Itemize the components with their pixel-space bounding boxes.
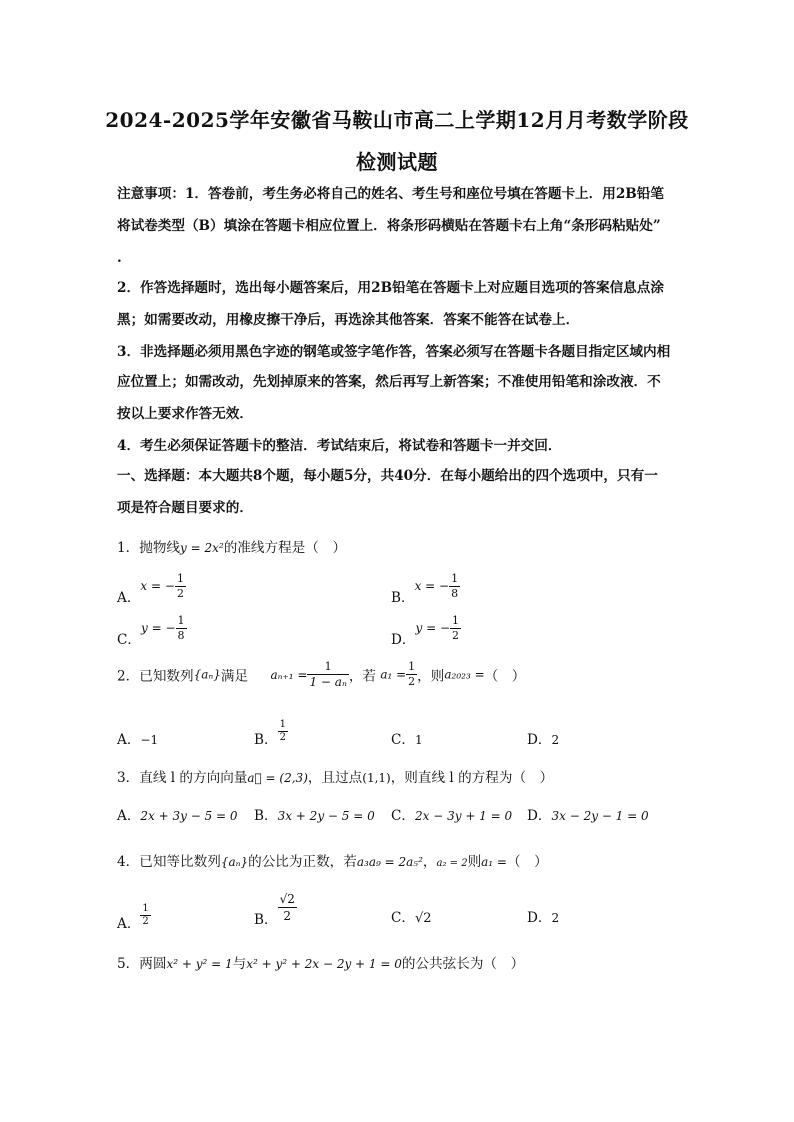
q2-option-b-num: 1 <box>279 718 286 730</box>
q1-option-c-num: 1 <box>177 613 185 627</box>
q1-option-a-lhs: x = − <box>140 579 175 593</box>
q4-option-b-fraction <box>278 891 297 924</box>
q2-option-c[interactable] <box>391 728 423 748</box>
question-2 <box>117 660 525 689</box>
q3-option-c-label: C． <box>391 808 415 824</box>
q4-option-b-label: B． <box>254 912 278 928</box>
q3-mid: ，且过点 <box>307 770 363 786</box>
q4-mid1: 的公比为正数，若 <box>248 854 357 870</box>
q2-initial-den: 2 <box>408 675 416 688</box>
q2-mid2: ，若 <box>348 668 376 685</box>
q4-suffix: （ ） <box>507 854 548 870</box>
q1-option-d-lhs: y = − <box>415 621 451 635</box>
q1-option-b-fraction <box>449 572 460 601</box>
exam-title-line2: 检测试题 <box>356 150 438 174</box>
q4-target: a₁ = <box>481 855 507 869</box>
notes-line-5: 黑；如需要改动，用橡皮擦干净后，再选涂其他答案．答案不能答在试卷上． <box>117 312 580 328</box>
q4-prefix: 4．已知等比数列 <box>117 854 221 870</box>
q2-option-a-label: A． <box>117 732 141 748</box>
q4-separator: ， <box>422 854 437 870</box>
q3-suffix: ，则直线 l 的方程为（ ） <box>390 770 554 786</box>
q2-recurrence-lhs: aₙ₊₁ = <box>270 667 308 682</box>
q4-condition-2: a₂ = 2 <box>436 858 468 869</box>
q2-option-b[interactable] <box>254 714 288 748</box>
q4-option-d[interactable] <box>527 906 559 926</box>
q4-option-c-label: C． <box>391 910 415 926</box>
q1-option-a-den: 2 <box>176 586 184 600</box>
q3-option-b[interactable] <box>254 804 375 824</box>
q4-option-a[interactable] <box>117 898 151 932</box>
q2-option-a-value: −1 <box>140 733 159 747</box>
q1-option-c-den: 8 <box>177 628 185 642</box>
q3-option-a-value: 2x + 3y − 5 = 0 <box>140 809 238 823</box>
q1-option-d[interactable] <box>391 608 461 648</box>
q2-initial-num: 1 <box>408 660 416 673</box>
q1-option-d-den: 2 <box>452 628 460 642</box>
notes-line-3: . <box>117 250 122 266</box>
q3-option-d-value: 3x − 2y − 1 = 0 <box>551 809 649 823</box>
q3-option-a-label: A． <box>117 808 141 824</box>
q4-option-c-value: √2 <box>415 911 432 926</box>
q4-option-c[interactable] <box>391 906 432 926</box>
q2-suffix: （ ） <box>484 668 526 685</box>
q2-initial-fraction <box>406 660 417 689</box>
q3-point: (1,1) <box>362 771 391 785</box>
q4-condition-1: a₃a₉ = 2a₅² <box>356 855 423 869</box>
q1-option-a-label: A． <box>117 590 141 606</box>
q3-direction-vector: a⃗ = (2,3) <box>247 771 308 785</box>
q1-option-c-lhs: y = − <box>141 621 176 635</box>
q2-mid1: 满足 <box>220 668 249 685</box>
q4-option-b-den: 2 <box>283 908 292 923</box>
q2-mid3: ，则 <box>417 668 445 685</box>
q1-suffix: 的准线方程是（ ） <box>223 540 347 556</box>
q4-option-d-label: D． <box>527 910 552 926</box>
q3-option-d[interactable] <box>527 804 649 824</box>
q2-option-a[interactable] <box>117 728 158 748</box>
notes-line-6: 3．非选择题必须用黑色字迹的钢笔或签字笔作答，答案必须写在答题卡各题目指定区域内相 <box>117 344 671 360</box>
q5-circle-2: x² + y² + 2x − 2y + 1 = 0 <box>246 957 402 971</box>
section-heading-line-1: 一、选择题：本大题共8个题，每小题5分，共40分．在每小题给出的四个选项中，只有一 <box>117 468 658 484</box>
q5-mid: 与 <box>232 956 247 972</box>
q2-option-b-label: B． <box>254 732 278 748</box>
q4-option-a-den: 2 <box>142 915 149 927</box>
q1-prefix: 1．抛物线 <box>117 540 181 556</box>
q1-option-c-fraction <box>176 614 187 643</box>
notes-line-9: 4．考生必须保证答题卡的整洁．考试结束后，将试卷和答题卡一并交回． <box>117 438 562 454</box>
q1-option-a-num: 1 <box>176 571 184 585</box>
notes-line-2: 将试卷类型（B）填涂在答题卡相应位置上．将条形码横贴在答题卡右上角“条形码粘贴处” <box>117 218 661 234</box>
question-4 <box>117 850 548 870</box>
q3-option-b-label: B． <box>254 808 278 824</box>
q2-option-d[interactable] <box>527 728 559 748</box>
q2-option-c-label: C． <box>391 732 415 748</box>
q1-option-b-num: 1 <box>451 571 459 585</box>
notes-line-7: 应位置上；如需改动，先划掉原来的答案，然后再写上新答案；不准使用铅笔和涂改液．不 <box>117 374 661 390</box>
q2-recurrence-den: 1 − aₙ <box>309 675 347 689</box>
question-1 <box>117 536 346 556</box>
q2-target: a₂₀₂₃ = <box>444 667 485 682</box>
q2-option-b-den: 2 <box>279 731 286 743</box>
q4-mid2: 则 <box>467 854 482 870</box>
notes-line-4: 2．作答选择题时，选出每小题答案后，用2B铅笔在答题卡上对应题目选项的答案信息点涂 <box>117 280 664 296</box>
q1-option-c[interactable] <box>117 608 187 648</box>
q4-option-a-label: A． <box>117 916 141 932</box>
q5-circle-1: x² + y² = 1 <box>166 957 233 971</box>
notes-line-1: 注意事项：1．答卷前，考生务必将自己的姓名、考生号和座位号填在答题卡上．用2B铅笔 <box>117 186 664 202</box>
q1-option-a[interactable] <box>117 566 186 606</box>
q4-option-b[interactable] <box>254 886 297 928</box>
q2-recurrence-fraction <box>307 660 348 689</box>
q2-option-d-label: D． <box>527 732 552 748</box>
q3-option-b-value: 3x + 2y − 5 = 0 <box>277 809 375 823</box>
q1-option-b-lhs: x = − <box>414 579 450 593</box>
q2-option-c-value: 1 <box>415 733 423 747</box>
q1-option-d-label: D． <box>391 632 416 648</box>
q4-option-a-fraction <box>140 903 150 928</box>
q4-option-d-value: 2 <box>551 911 560 925</box>
q1-option-c-label: C． <box>117 632 141 648</box>
q1-option-b-label: B． <box>391 590 415 606</box>
q2-recurrence-num: 1 <box>307 660 348 675</box>
q1-option-d-fraction <box>450 614 461 643</box>
q3-option-c[interactable] <box>391 804 512 824</box>
exam-title-line1: 2024-2025学年安徽省马鞍山市高二上学期12月月考数学阶段 <box>105 108 689 132</box>
q2-option-d-value: 2 <box>551 733 560 747</box>
q1-option-a-fraction <box>175 572 186 601</box>
q4-sequence: {aₙ} <box>220 855 249 869</box>
q1-option-b[interactable] <box>391 566 460 606</box>
notes-line-8: 按以上要求作答无效． <box>117 406 253 422</box>
q3-option-d-label: D． <box>527 808 552 824</box>
q3-prefix: 3．直线 l 的方向向量 <box>117 770 248 786</box>
q2-option-b-fraction <box>278 719 288 744</box>
question-5 <box>117 952 524 972</box>
q2-initial-lhs: a₁ = <box>380 667 407 682</box>
q3-option-a[interactable] <box>117 804 238 824</box>
q4-option-b-num: √2 <box>279 891 295 906</box>
section-heading-line-2: 项是符合题目要求的． <box>117 500 253 516</box>
q1-option-d-num: 1 <box>452 613 460 627</box>
q4-option-a-num: 1 <box>142 902 149 914</box>
q2-sequence: {aₙ} <box>193 667 221 682</box>
q1-option-b-den: 8 <box>451 586 459 600</box>
question-3 <box>117 766 553 786</box>
q2-prefix: 2．已知数列 <box>117 668 194 685</box>
q5-suffix: 的公共弦长为（ ） <box>401 956 525 972</box>
q5-prefix: 5．两圆 <box>117 956 167 972</box>
q3-option-c-value: 2x − 3y + 1 = 0 <box>415 809 513 823</box>
q1-expression: y = 2x² <box>180 541 224 555</box>
